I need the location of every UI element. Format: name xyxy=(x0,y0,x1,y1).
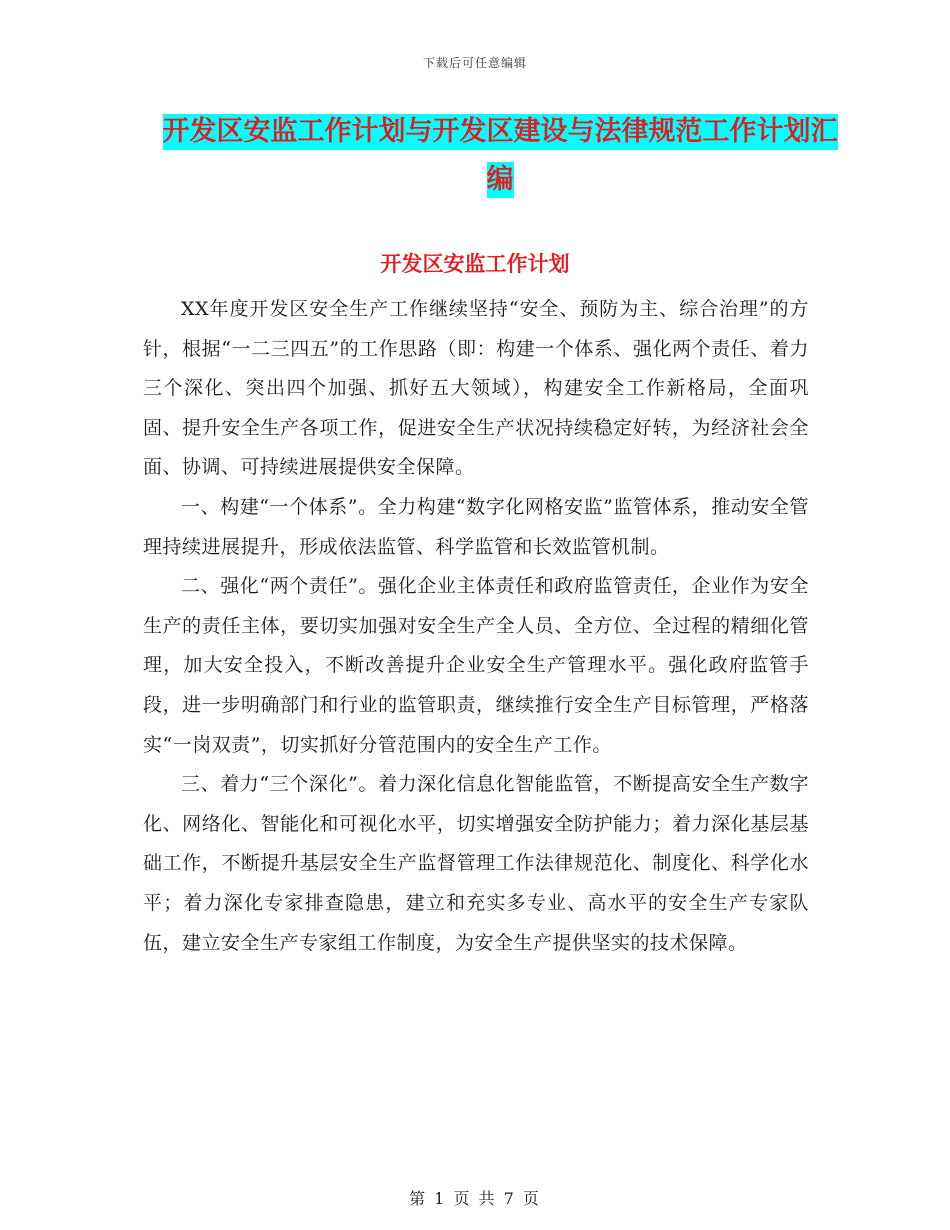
page-number: 第 1 页 共 7 页 xyxy=(409,1189,541,1208)
paragraph-one-system: 一、构建“一个体系”。全力构建“数字化网格安监”监管体系，推动安全管理持续进展提升，形成依法监管、科学监管和长效监管机制。 xyxy=(143,495,809,558)
document-title xyxy=(160,108,840,204)
paragraph-two-responsibilities: 二、强化“两个责任”。强化企业主体责任和政府监管责任，企业作为安全生产的责任主体，要切实加强对安全生产全人员、全方位、全过程的精细化管理，加大安全投入，不断改善提升企业安全生产管理水平。强化政府监管手段，进一步明确部门和行业的监管职责，继续推行安全生产目标管理，严格落实“一岗双责”，切实抓好分管范围内的安全生产工作。 xyxy=(143,575,809,756)
document-title-text: 开发区安监工作计划与开发区建设与法律规范工作计划汇编 xyxy=(163,114,838,198)
header-note: 下载后可任意编辑 xyxy=(422,56,527,70)
paragraph-three-deepenings: 三、着力“三个深化”。着力深化信息化智能监管，不断提高安全生产数字化、网络化、智能化和可视化水平，切实增强安全防护能力；着力深化基层基础工作，不断提升基层安全生产监督管理工作法律规范化、制度化、科学化水平；着力深化专家排查隐患，建立和充实多专业、高水平的安全生产专家队伍，建立安全生产专家组工作制度，为安全生产提供坚实的技术保障。 xyxy=(143,773,809,954)
document-body xyxy=(143,290,809,963)
paragraph-intro: XX年度开发区安全生产工作继续坚持“安全、预防为主、综合治理”的方针，根据“一二三四五”的工作思路（即：构建一个体系、强化两个责任、着力三个深化、突出四个加强、抓好五大领域），构建安全工作新格局，全面巩固、提升安全生产各项工作，促进安全生产状况持续稳定好转，为经济社会全面、协调、可持续进展提供安全保障。 xyxy=(143,298,809,479)
section-title: 开发区安监工作计划 xyxy=(380,252,570,276)
